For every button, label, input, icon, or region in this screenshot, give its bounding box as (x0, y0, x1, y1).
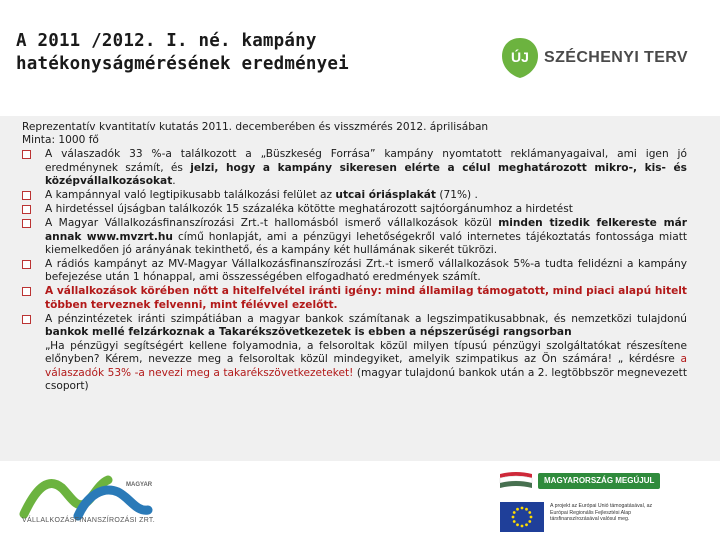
bullet-icon (22, 315, 31, 324)
mv-logo-company: VÁLLALKOZÁSFINANSZÍROZÁSI ZRT. (22, 517, 155, 524)
list-item: A kampánnyal való legtipikusabb találkozási felület az utcai óriásplakát (71%) . (22, 189, 687, 202)
list-item-highlight: A vállalkozások körében nőtt a hitelfelvétel iránti igény: mind államilag támogatott, mind piaci alapú hitelt többen terveznek felvenni, mint félévvel ezelőtt. (22, 285, 687, 311)
eu-funding-text: A projekt az Európai Unió támogatásával, az Európai Regionális Fejlesztési Alap társfinanszírozásával valósul meg. (550, 503, 653, 523)
mv-logo-text: MAGYAR (126, 482, 153, 488)
list-item: A válaszadók 33 %-a találkozott a „Büszkeség Forrása” kampány nyomtatott reklámanyagaival, ami igen jó eredménynek számít, és jelzi, hogy a kampány sikeresen elérte a célul meghatározott mikro-, kis- és középvállalkozásokat. (22, 148, 687, 188)
sample-line: Minta: 1000 fő (22, 134, 99, 147)
findings-list (22, 148, 687, 339)
szechenyi-terv-logo (500, 30, 710, 90)
quote-highlight: a válaszadók 53% -a nevezi meg a takarékszövetkezeteket! (45, 353, 687, 379)
bullet-icon (22, 287, 31, 296)
slide-title (16, 30, 349, 76)
bullet-icon (22, 219, 31, 228)
uj-leaf-icon (500, 36, 540, 80)
bullet-icon (22, 191, 31, 200)
mv-logo (18, 474, 183, 534)
hungary-renewal-label: MAGYARORSZÁG MEGÚJUL (538, 473, 660, 489)
logo-brand-text: SZÉCHENYI TERV (544, 49, 688, 66)
eu-funding-note (500, 500, 715, 536)
survey-quote: „Ha pénzügyi segítségért kellene folyamodnia, a felsoroltak közül milyen típusú pénzügyi szolgáltatókat részesítene előnyben? Kérem, nevezze meg a felsoroltak közül mindegyiket, amelyik szimpatikus az Ön számára! „ kérdésre a válaszadók 53% -a nevezi meg a takarékszövetkezeteket! (magyar tulajdonú bankok után a 2. legtöbbször megnevezett csoport) (45, 340, 687, 392)
bullet-icon (22, 260, 31, 269)
list-item: A Magyar Vállalkozásfinanszírozási Zrt.-t hallomásból ismerő vállalkozások közül minden tizedik felkereste már annak www.mvzrt.hu című honlapját, ami a pénzügyi lehetőségekről való internetes tájékoztatás fontossága miatt kiemelkedően jó arányának tekinthető, és a kampány két hullámának sikerét tükrözi. (22, 217, 687, 257)
eu-flag-icon (500, 502, 544, 532)
list-item: A rádiós kampányt az MV-Magyar Vállalkozásfinanszírozási Zrt.-t ismerő vállalkozások 5%-a tudta felidézni a kampány befejezése után 1 hónappal, ami összességében elfogadható eredmények számít. (22, 258, 687, 284)
bullet-icon (22, 205, 31, 214)
bullet-icon (22, 150, 31, 159)
list-item: A pénzintézetek iránti szimpátiában a magyar bankok számítanak a legszimpatikusabbnak, és nemzetközi tulajdonú bankok mellé felzárkoznak a Takarékszövetkezetek is ebben a népszerűségi rangsorban (22, 313, 687, 339)
hungary-renewal-banner (498, 470, 655, 492)
intro-line: Reprezentatív kvantitatív kutatás 2011. decemberében és visszmérés 2012. áprilisában (22, 121, 489, 133)
hungarian-flag-icon (498, 470, 534, 492)
content-area (22, 121, 687, 393)
logo-letter: ÚJ (511, 49, 529, 65)
title-line-1: A 2011 /2012. I. né. kampány (16, 31, 317, 51)
title-line-2: hatékonyságmérésének eredményei (16, 54, 349, 74)
list-item: A hirdetéssel újságban találkozók 15 százaléka kötötte meghatározott sajtóorgánumhoz a hirdetést (22, 203, 687, 216)
